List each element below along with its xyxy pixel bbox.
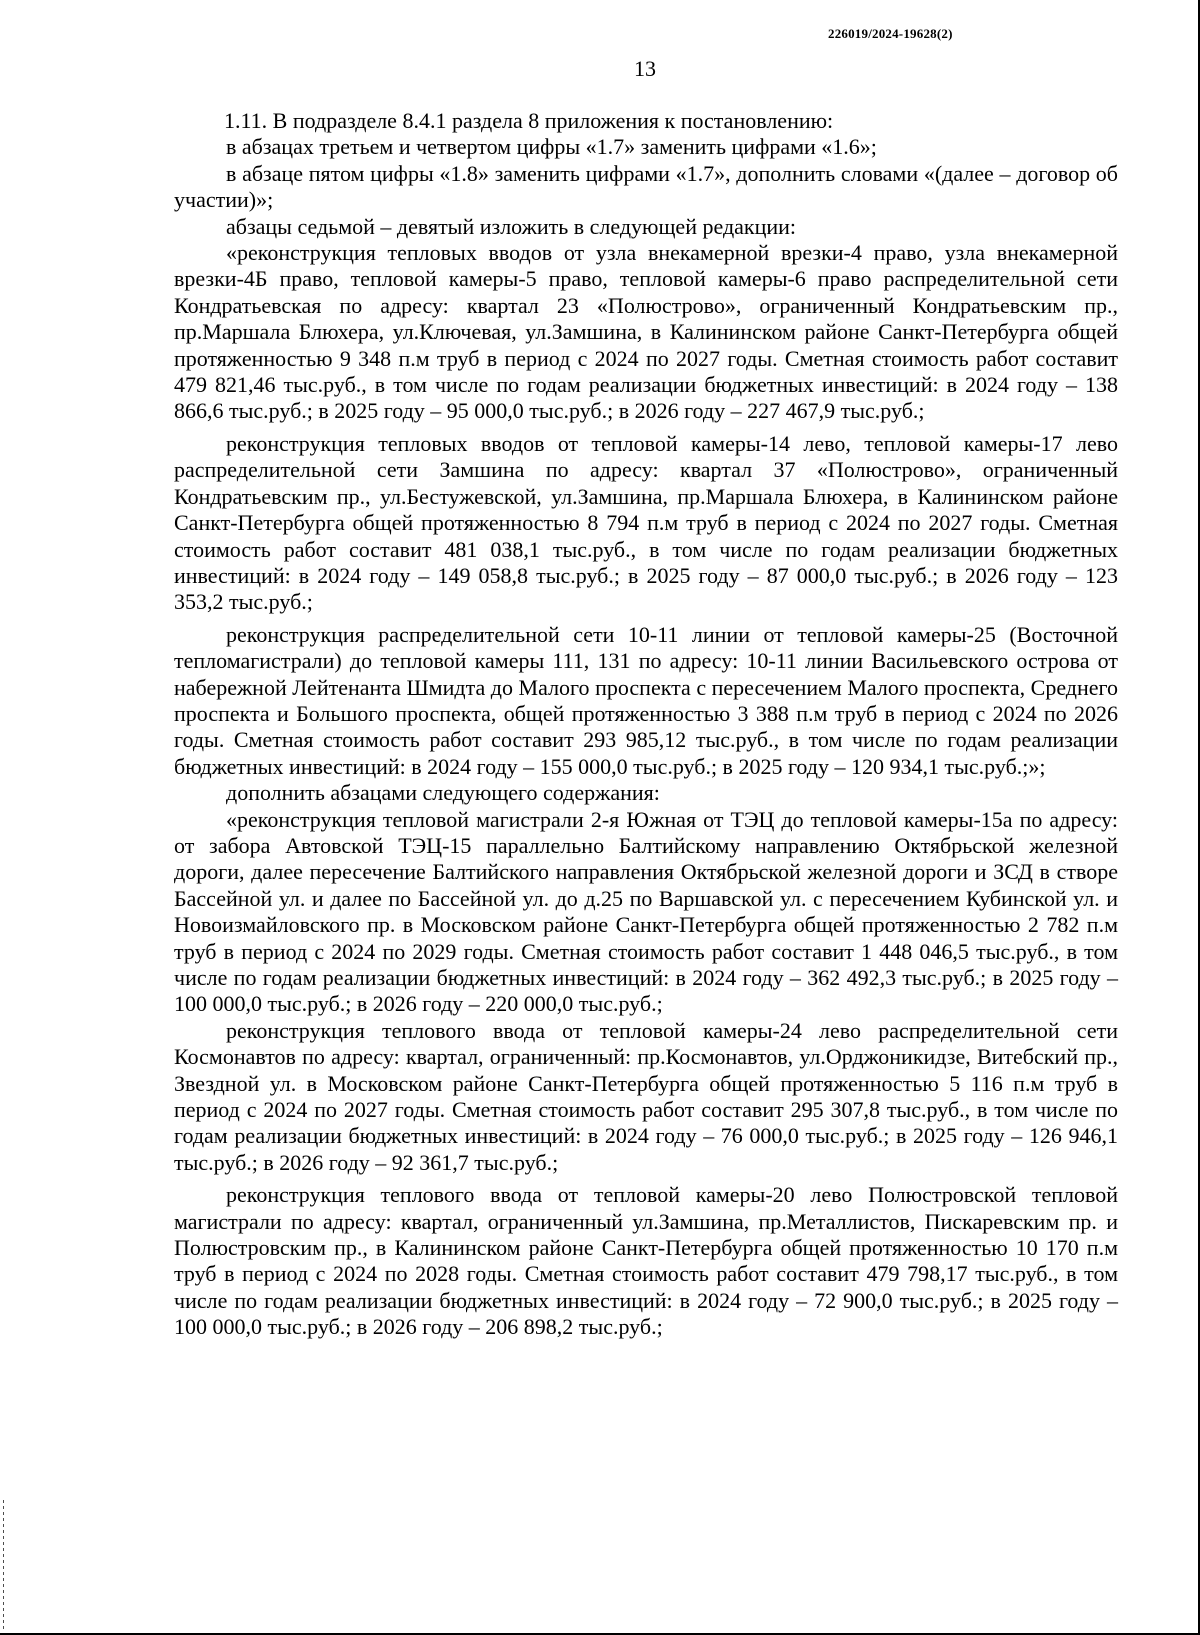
paragraph-reconstruction-10-11-line: реконструкция распределительной сети 10-11 линии от тепловой камеры-25 (Восточной тепломагистрали) до тепловой камеры 111, 131 по адресу: 10-11 линии Васильевского острова от набережной Лейтенанта Шмидта до Малого проспекта с пересечением Малого проспекта, Среднего проспекта и Большого проспекта, общей протяженностью 3 388 п.м труб в период с 2024 по 2026 годы. Сметная стоимость работ составит 293 985,12 тыс.руб., в том числе по годам реализации бюджетных инвестиций: в 2024 году – 155 000,0 тыс.руб.; в 2025 году – 120 934,1 тыс.руб.;»;: [174, 621, 1118, 779]
document-body: [174, 108, 1118, 1341]
document-registration-number: 226019/2024-19628(2): [828, 26, 953, 41]
paragraph-reconstruction-zamshina: реконструкция тепловых вводов от тепловой камеры-14 лево, тепловой камеры-17 лево распределительной сети Замшина по адресу: квартал 37 «Полюстрово», ограниченный Кондратьевским пр., ул.Бестужевской, ул.Замшина, пр.Маршала Блюхера, в Калининском районе Санкт-Петербурга общей протяженностью 8 794 п.м труб в период с 2024 по 2027 годы. Сметная стоимость работ составит 481 038,1 тыс.руб., в том числе по годам реализации бюджетных инвестиций: в 2024 году – 149 058,8 тыс.руб.; в 2025 году – 87 000,0 тыс.руб.; в 2026 году – 123 353,2 тыс.руб.;: [174, 430, 1118, 615]
paragraph-amendment-3: абзацы седьмой – девятый изложить в следующей редакции:: [226, 213, 797, 239]
paragraph-amendment-2: в абзаце пятом цифры «1.8» заменить цифрами «1.7», дополнить словами «(далее – договор об участии)»;: [174, 160, 1118, 213]
scan-margin-artifact: [3, 1500, 4, 1630]
paragraph-reconstruction-kosmonavtov: реконструкция теплового ввода от тепловой камеры-24 лево распределительной сети Космонавтов по адресу: квартал, ограниченный: пр.Космонавтов, ул.Орджоникидзе, Витебский пр., Звездной ул. в Московском районе Санкт-Петербурга общей протяженностью 5 116 п.м труб в период с 2024 по 2027 годы. Сметная стоимость работ составит 295 307,8 тыс.руб., в том числе по годам реализации бюджетных инвестиций: в 2024 году – 76 000,0 тыс.руб.; в 2025 году – 126 946,1 тыс.руб.; в 2026 году – 92 361,7 тыс.руб.;: [174, 1017, 1118, 1175]
page-number: 13: [634, 56, 656, 81]
paragraph-reconstruction-2nd-yuzhnaya: «реконструкция тепловой магистрали 2-я Южная от ТЭЦ до тепловой камеры-15а по адресу: от забора Автовской ТЭЦ-15 параллельно Балтийскому направлению Октябрьской железной дороги, далее пересечение Балтийского направления Октябрьской железной дороги и ЗСД в створе Бассейной ул. и далее по Бассейной ул. до д.25 по Варшавской ул. с пересечением Кубинской ул. и Новоизмайловского пр. в Московском районе Санкт-Петербурга общей протяженностью 2 782 п.м труб в период с 2024 по 2029 годы. Сметная стоимость работ составит 1 448 046,5 тыс.руб., в том числе по годам реализации бюджетных инвестиций: в 2024 году – 362 492,3 тыс.руб.; в 2025 году – 100 000,0 тыс.руб.; в 2026 году – 220 000,0 тыс.руб.;: [174, 806, 1118, 1017]
paragraph-amendment-1: в абзацах третьем и четвертом цифры «1.7» заменить цифрами «1.6»;: [226, 134, 877, 160]
paragraph-reconstruction-kondratyevskaya: «реконструкция тепловых вводов от узла внекамерной врезки-4 право, узла внекамерной врезки-4Б право, тепловой камеры-5 право, тепловой камеры-6 право распределительной сети Кондратьевская по адресу: квартал 23 «Полюстрово», ограниченный Кондратьевским пр., пр.Маршала Блюхера, ул.Ключевая, ул.Замшина, в Калининском районе Санкт-Петербурга общей протяженностью 9 348 п.м труб в период с 2024 по 2027 годы. Сметная стоимость работ составит 479 821,46 тыс.руб., в том числе по годам реализации бюджетных инвестиций: в 2024 году – 138 866,6 тыс.руб.; в 2025 году – 95 000,0 тыс.руб.; в 2026 году – 227 467,9 тыс.руб.;: [174, 240, 1118, 424]
paragraph-section-heading: 1.11. В подразделе 8.4.1 раздела 8 приложения к постановлению:: [224, 108, 834, 133]
paragraph-add-statement: дополнить абзацами следующего содержания:: [226, 780, 660, 806]
paragraph-reconstruction-polyustrovskaya: реконструкция теплового ввода от тепловой камеры-20 лево Полюстровской тепловой магистрали по адресу: квартал, ограниченный ул.Замшина, пр.Металлистов, Пискаревским пр. и Полюстровским пр., в Калининском районе Санкт-Петербурга общей протяженностью 10 170 п.м труб в период с 2024 по 2028 годы. Сметная стоимость работ составит 479 798,17 тыс.руб., в том числе по годам реализации бюджетных инвестиций: в 2024 году – 72 900,0 тыс.руб.; в 2025 году – 100 000,0 тыс.руб.; в 2026 году – 206 898,2 тыс.руб.;: [174, 1182, 1118, 1340]
